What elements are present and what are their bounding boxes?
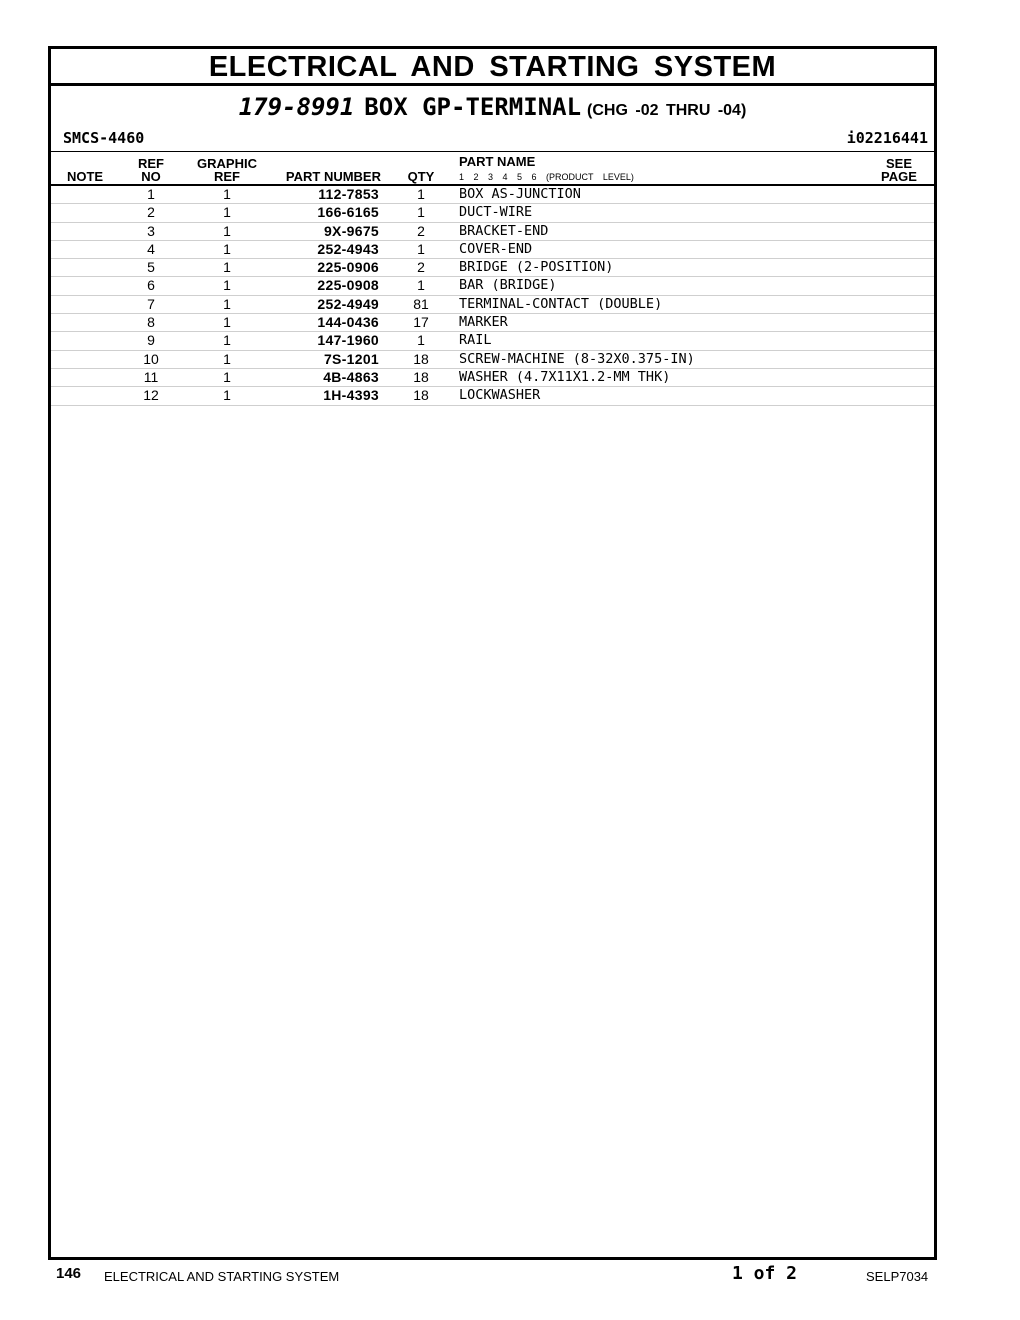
part-number: 225-0908 [317, 277, 379, 294]
footer-sheet: 1 of 2 [732, 1263, 798, 1284]
part-number: 9X-9675 [323, 222, 379, 239]
header-graphic-bottom: REF [214, 169, 240, 184]
part-name: TERMINAL-CONTACT (DOUBLE) [459, 295, 663, 312]
header-see-top: SEE [885, 156, 912, 171]
part-name: BOX AS-JUNCTION [459, 186, 581, 202]
group-heading [51, 93, 934, 121]
table-row [51, 332, 934, 350]
ref-no: 7 [147, 295, 155, 312]
graphic-ref: 1 [223, 387, 231, 404]
ref-no: 11 [143, 368, 159, 385]
graphic-ref: 1 [223, 204, 231, 221]
graphic-ref: 1 [223, 259, 231, 276]
part-name: COVER-END [459, 240, 533, 257]
ref-no: 6 [147, 277, 155, 294]
page-title: ELECTRICAL AND STARTING SYSTEM [51, 49, 934, 86]
header-product-levels: 1 2 3 4 5 6 (PRODUCT LEVEL) [459, 172, 634, 182]
table-row [51, 387, 934, 405]
part-name: BRACKET-END [459, 222, 549, 239]
part-number: 147-1960 [317, 332, 379, 349]
graphic-ref: 1 [223, 350, 231, 367]
table-row [51, 204, 934, 222]
quantity: 18 [413, 387, 429, 404]
table-row [51, 241, 934, 259]
quantity: 1 [417, 186, 425, 202]
header-part-number: PART NUMBER [285, 169, 381, 184]
part-name: BAR (BRIDGE) [459, 277, 557, 294]
ref-no: 5 [147, 259, 155, 276]
quantity: 81 [413, 295, 429, 312]
table-row [51, 186, 934, 204]
quantity: 18 [413, 350, 429, 367]
header-note: NOTE [66, 169, 104, 184]
part-number: 4B-4863 [323, 368, 379, 385]
quantity: 18 [413, 368, 429, 385]
table-row [51, 259, 934, 277]
graphic-ref: 1 [223, 332, 231, 349]
part-name: WASHER (4.7X11X1.2-MM THK) [459, 368, 671, 385]
header-divider [51, 151, 934, 152]
footer-section: ELECTRICAL AND STARTING SYSTEM [104, 1269, 340, 1284]
graphic-ref: 1 [223, 240, 231, 257]
header-ref-bottom: NO [141, 169, 161, 184]
quantity: 1 [417, 332, 425, 349]
graphic-ref: 1 [223, 277, 231, 294]
graphic-ref: 1 [223, 295, 231, 312]
ref-no: 9 [147, 332, 155, 349]
ref-no: 3 [147, 222, 155, 239]
table-row [51, 223, 934, 241]
part-number: 7S-1201 [323, 350, 379, 367]
ref-no: 4 [147, 240, 155, 257]
table-row [51, 277, 934, 295]
part-name: MARKER [459, 314, 508, 331]
header-graphic-top: GRAPHIC [197, 156, 257, 171]
part-number: 112-7853 [318, 186, 379, 202]
header-part-name: PART NAME [459, 154, 536, 169]
parts-table [51, 184, 934, 406]
graphic-ref: 1 [223, 314, 231, 331]
quantity: 1 [417, 240, 425, 257]
smcs-code: SMCS-4460 [63, 129, 145, 147]
group-effectivity: (CHG -02 THRU -04) [587, 102, 747, 119]
header-ref-top: REF [138, 156, 164, 171]
graphic-ref: 1 [223, 186, 231, 202]
footer-doc-number: SELP7034 [866, 1269, 929, 1284]
part-name: BRIDGE (2-POSITION) [459, 259, 614, 276]
part-number: 252-4949 [317, 295, 379, 312]
group-name: BOX GP-TERMINAL [364, 93, 582, 121]
quantity: 1 [417, 204, 425, 221]
quantity: 1 [417, 277, 425, 294]
ref-no: 12 [143, 387, 159, 404]
illustration-id: i02216441 [846, 129, 928, 147]
quantity: 17 [413, 314, 429, 331]
ref-no: 1 [147, 186, 155, 202]
table-row [51, 314, 934, 332]
header-see-bottom: PAGE [881, 169, 917, 184]
part-number: 166-6165 [317, 204, 379, 221]
part-number: 225-0906 [317, 259, 379, 276]
group-part-number: 179-8991 [238, 93, 355, 121]
quantity: 2 [417, 222, 425, 239]
footer-page-number: 146 [56, 1265, 82, 1282]
part-name: LOCKWASHER [459, 387, 541, 404]
page-frame [48, 46, 937, 1260]
part-number: 1H-4393 [323, 387, 379, 404]
ref-no: 8 [147, 314, 155, 331]
part-number: 144-0436 [317, 314, 379, 331]
quantity: 2 [417, 259, 425, 276]
graphic-ref: 1 [223, 368, 231, 385]
header-qty: QTY [407, 169, 435, 184]
table-row [51, 369, 934, 387]
part-number: 252-4943 [317, 240, 379, 257]
part-name: RAIL [459, 332, 492, 349]
part-name: SCREW-MACHINE (8-32X0.375-IN) [459, 350, 695, 367]
table-row [51, 296, 934, 314]
table-row [51, 351, 934, 369]
graphic-ref: 1 [223, 222, 231, 239]
ref-no: 2 [147, 204, 155, 221]
ref-no: 10 [143, 350, 159, 367]
part-name: DUCT-WIRE [459, 204, 533, 221]
